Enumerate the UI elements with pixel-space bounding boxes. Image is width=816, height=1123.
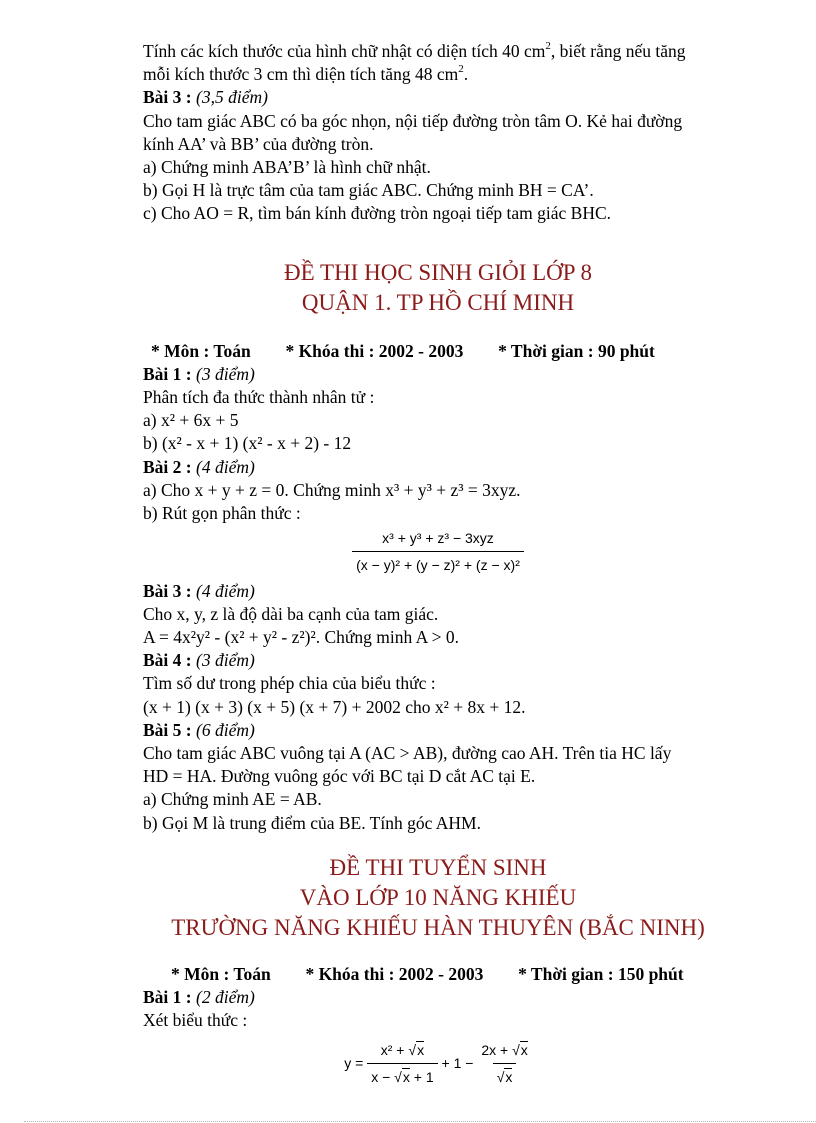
problem-text: Cho tam giác ABC có ba góc nhọn, nội tiếp đường tròn tâm O. Kẻ hai đường — [143, 110, 683, 131]
problem-text: a) Chứng minh AE = AB. — [143, 789, 322, 810]
exam-meta — [143, 340, 733, 363]
fraction — [352, 527, 524, 577]
problem-heading: Bài 3 : (4 điểm) — [143, 580, 255, 601]
fraction-numerator: 2x + √x — [481, 1041, 528, 1058]
problem-heading: Bài 1 : (3 điểm) — [143, 363, 255, 384]
problem-text: b) Gọi H là trực tâm của tam giác ABC. Chứng minh BH = CA’. — [143, 180, 594, 201]
exam-duration: * Thời gian : 90 phút — [498, 340, 655, 361]
problem-text: HD = HA. Đường vuông góc với BC tại D cắt AC tại E. — [143, 766, 536, 787]
exam-subtitle: QUẬN 1. TP HỒ CHÍ MINH — [301, 289, 575, 315]
intro-line-2: mỗi kích thước 3 cm thì diện tích tăng 48 $cm^2$. — [143, 63, 469, 85]
exam-meta — [143, 963, 733, 986]
fraction-numerator: x³ + y³ + z³ − 3xyz — [382, 530, 494, 547]
intro-line-1: Tính các kích thước của hình chữ nhật có diện tích 40 $cm^2$, biết rằng nếu tăng — [143, 40, 686, 61]
fraction — [477, 1039, 531, 1089]
exam-duration: * Thời gian : 150 phút — [518, 963, 684, 984]
fraction-denominator: (x − y)² + (y − z)² + (z − x)² — [352, 551, 524, 577]
problem-text: b) Gọi M là trung điểm của BE. Tính góc AHM. — [143, 812, 481, 833]
fraction — [367, 1039, 437, 1089]
problem-text: Phân tích đa thức thành nhân tử : — [143, 387, 375, 408]
fraction-denominator: √x — [493, 1063, 517, 1089]
exam-year: * Khóa thi : 2002 - 2003 — [305, 963, 484, 984]
exam-subject: * Môn : Toán — [151, 340, 251, 361]
formula-mid: + 1 − — [441, 1054, 474, 1071]
problem-text: c) Cho AO = R, tìm bán kính đường tròn ngoại tiếp tam giác BHC. — [143, 203, 612, 224]
problem-heading: Bài 2 : (4 điểm) — [143, 456, 255, 477]
exam-year: * Khóa thi : 2002 - 2003 — [285, 340, 464, 361]
problem-text: b) Rút gọn phân thức : — [143, 503, 301, 524]
problem-heading: Bài 1 : (2 điểm) — [143, 987, 255, 1008]
document-page — [143, 40, 733, 1091]
problem-text: Tìm số dư trong phép chia của biểu thức : — [143, 673, 436, 694]
fraction-denominator: x − √x + 1 — [367, 1063, 437, 1089]
fraction-numerator: x² + √x — [380, 1041, 425, 1058]
page-bottom-divider — [24, 1121, 816, 1122]
problem-text: Xét biểu thức : — [143, 1010, 248, 1031]
exam-subject: * Môn : Toán — [171, 963, 271, 984]
exam-title: ĐỀ THI TUYỂN SINH — [329, 854, 547, 880]
problem-text: b) (x² - x + 1) (x² - x + 2) - 12 — [143, 433, 352, 454]
problem-heading: Bài 3 : (3,5 điểm) — [143, 87, 268, 108]
y-formula — [143, 1033, 733, 1091]
fraction-formula — [143, 525, 733, 579]
problem-text: kính AA’ và BB’ của đường tròn. — [143, 133, 374, 154]
problem-heading: Bài 5 : (6 điểm) — [143, 719, 255, 740]
problem-text: a) Chứng minh ABA’B’ là hình chữ nhật. — [143, 157, 431, 178]
problem-text: Cho tam giác ABC vuông tại A (AC > AB), đường cao AH. Trên tia HC lấy — [143, 743, 672, 764]
problem-text: A = 4x²y² - (x² + y² - z²)². Chứng minh A > 0. — [143, 627, 460, 648]
problem-text: a) x² + 6x + 5 — [143, 410, 239, 431]
exam-title: ĐỀ THI HỌC SINH GIỎI LỚP 8 — [284, 259, 592, 285]
exam-school: TRƯỜNG NĂNG KHIẾU HÀN THUYÊN (BẮC NINH) — [171, 914, 705, 940]
problem-heading: Bài 4 : (3 điểm) — [143, 650, 255, 671]
problem-text: a) Cho x + y + z = 0. Chứng minh x³ + y³ + z³ = 3xyz. — [143, 479, 521, 500]
exam-subtitle: VÀO LỚP 10 NĂNG KHIẾU — [299, 884, 577, 910]
formula-lhs: y = — [344, 1054, 364, 1071]
problem-text: Cho x, y, z là độ dài ba cạnh của tam giác. — [143, 603, 439, 624]
problem-text: (x + 1) (x + 3) (x + 5) (x + 7) + 2002 cho x² + 8x + 12. — [143, 696, 526, 717]
